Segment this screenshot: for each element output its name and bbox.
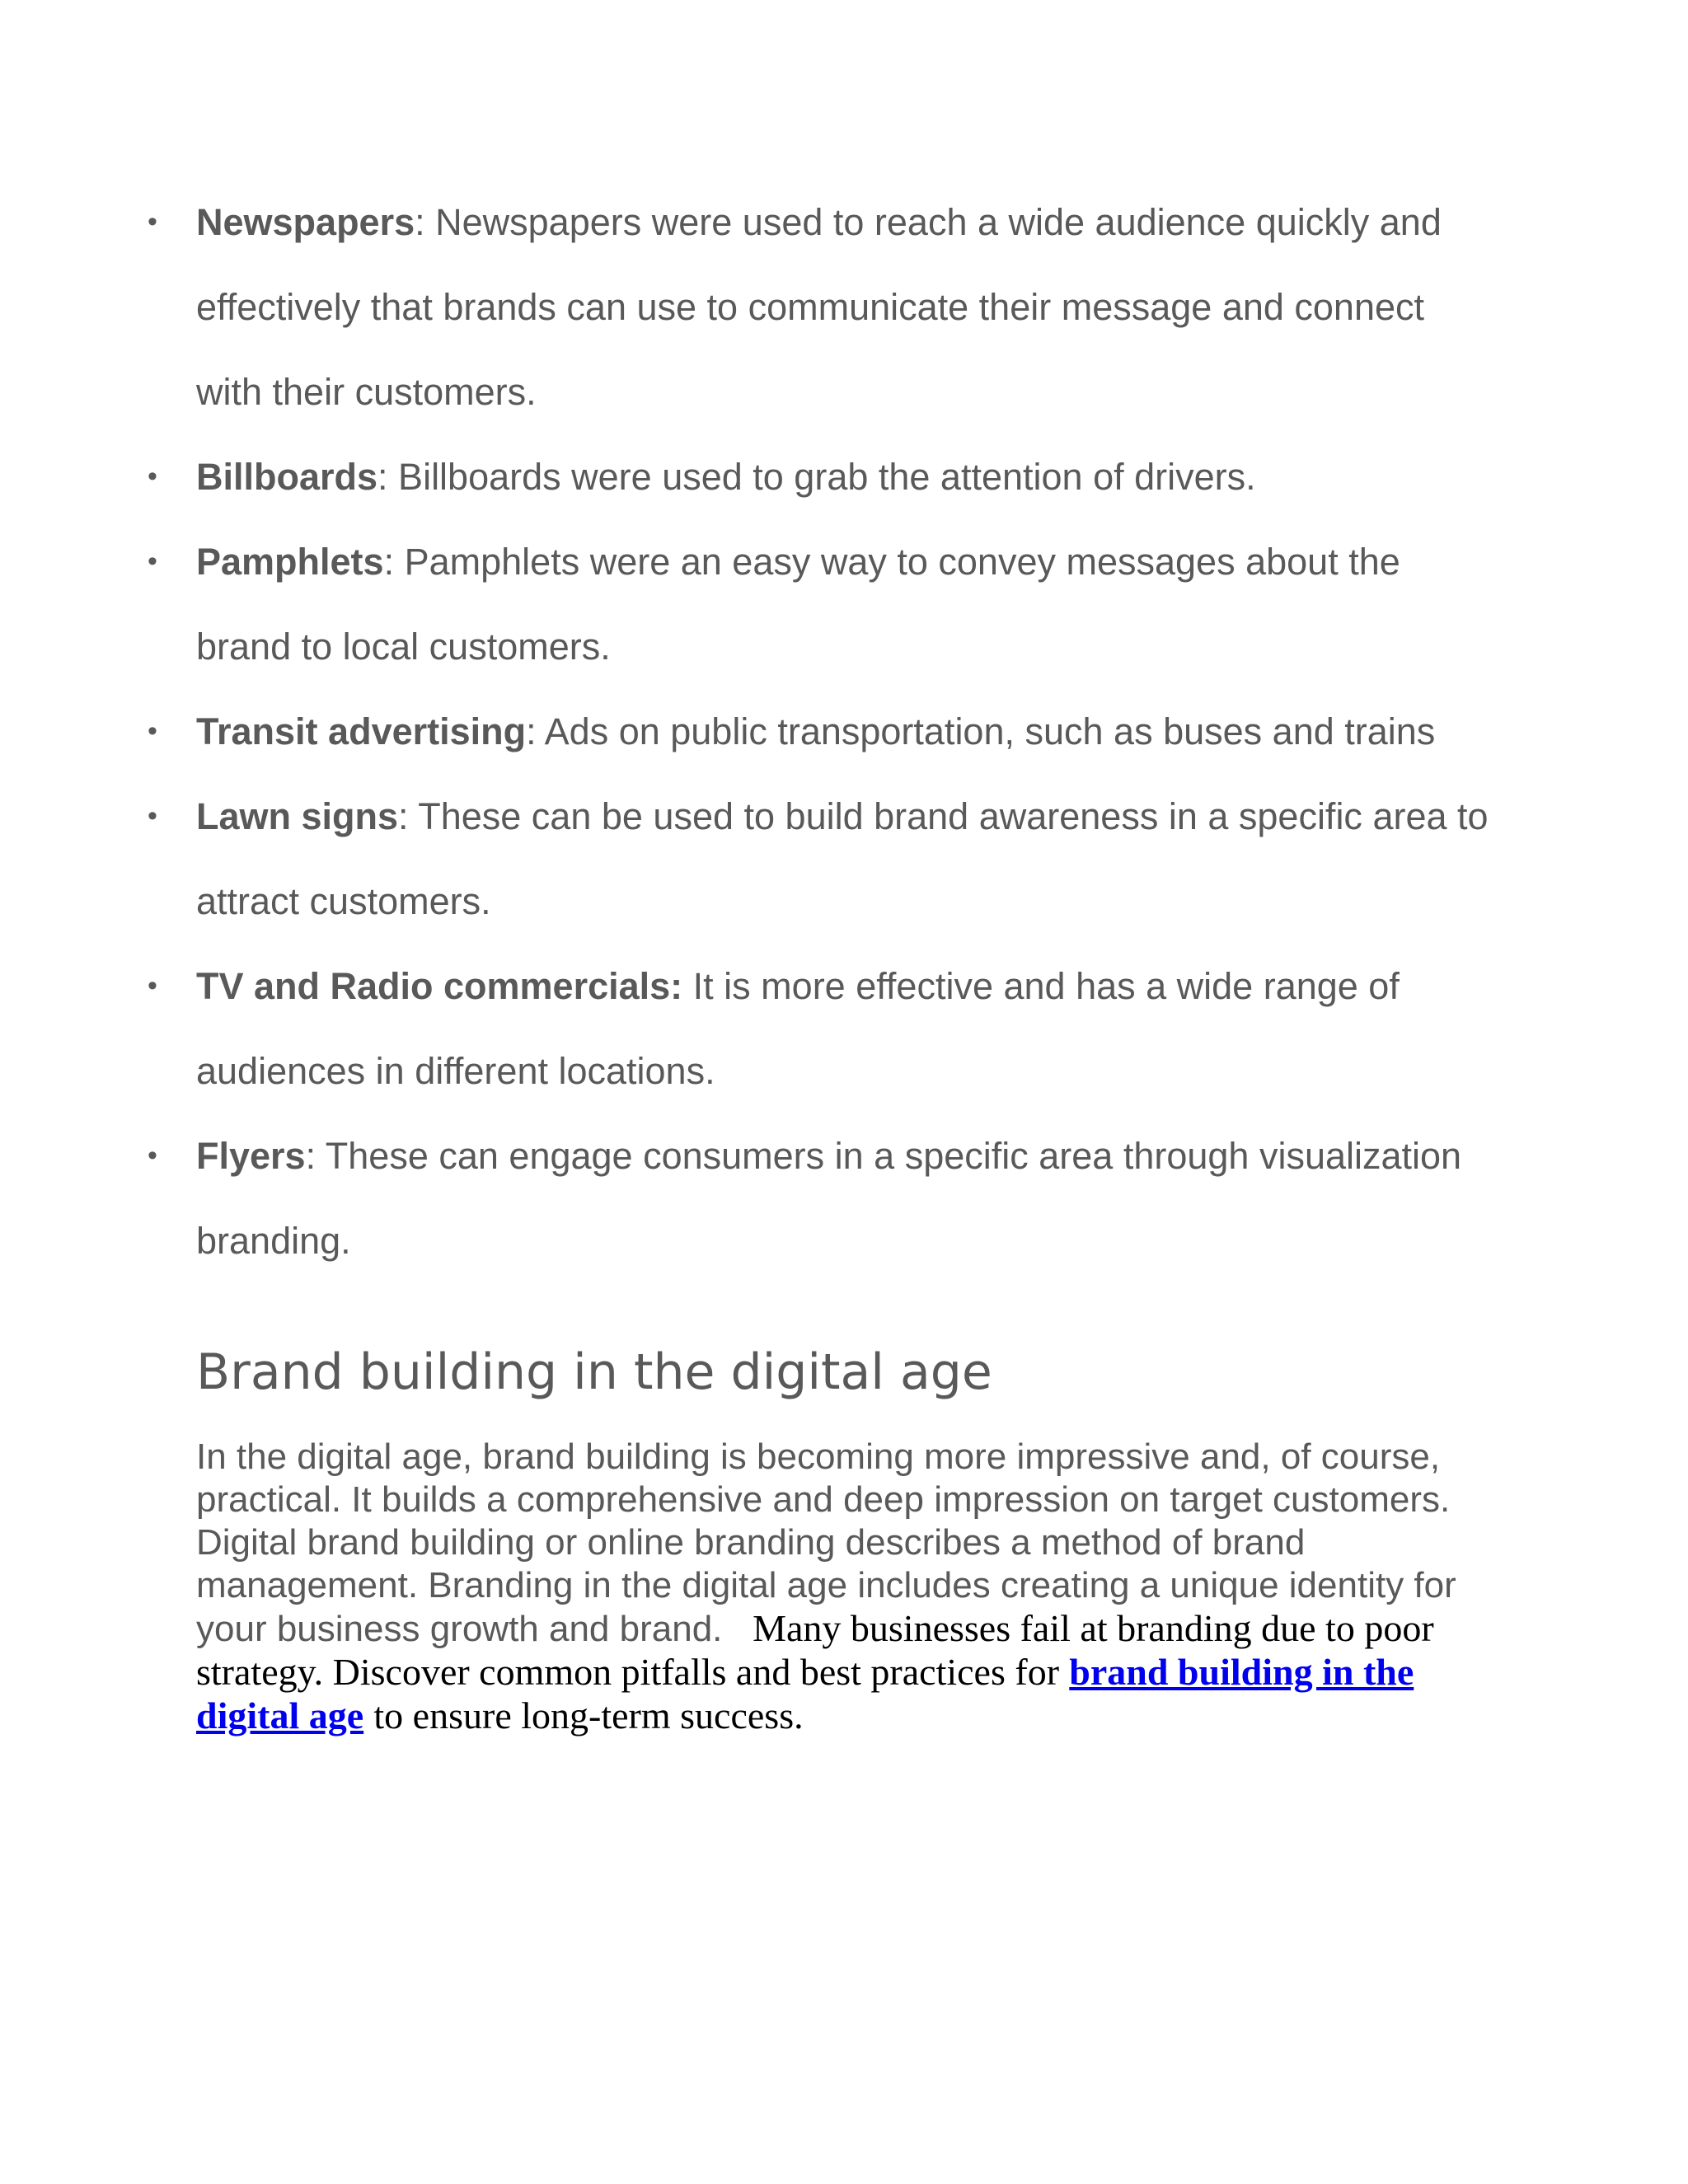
list-item-transit-advertising xyxy=(148,689,1498,774)
bullet-text: : Ads on public transportation, such as buses and trains xyxy=(526,710,1436,752)
list-item-newspapers xyxy=(148,180,1498,434)
paragraph-intro: In the digital age, brand building is becoming more impressive and, of course, practical. It builds a comprehensive and deep impression on target customers. Digital brand building or online branding describes a method of brand management. Branding in the digital age includes creating a unique identity for your business growth and brand. xyxy=(196,1436,1456,1649)
brand-building-link[interactable]: brand building in the digital age xyxy=(196,1651,1414,1736)
bullet-text: : These can engage consumers in a specific area through visualization branding. xyxy=(196,1135,1462,1262)
bullet-icon: • xyxy=(148,800,157,832)
paragraph-serif: Many businesses fail at branding due to poor strategy. Discover common pitfalls and best practices for xyxy=(196,1607,1434,1693)
media-bullet-list xyxy=(148,180,1498,1283)
bullet-icon: • xyxy=(148,715,157,747)
bullet-icon: • xyxy=(148,546,157,577)
bullet-icon: • xyxy=(148,461,157,492)
list-item-tv-radio xyxy=(148,944,1498,1113)
bullet-term: Transit advertising xyxy=(196,710,527,752)
bullet-text: : These can be used to build brand awareness in a specific area to attract customers. xyxy=(196,795,1489,922)
list-item-lawn-signs xyxy=(148,774,1498,944)
bullet-term: Lawn signs xyxy=(196,795,399,837)
bullet-term: Flyers xyxy=(196,1135,306,1177)
list-item-billboards xyxy=(148,434,1498,519)
bullet-term: Pamphlets xyxy=(196,541,384,583)
bullet-icon: • xyxy=(148,206,157,237)
bullet-icon: • xyxy=(148,1140,157,1171)
bullet-text: : Pamphlets were an easy way to convey messages about the brand to local customers. xyxy=(196,541,1400,668)
bullet-text: : Billboards were used to grab the attention of drivers. xyxy=(377,456,1256,498)
list-item-flyers xyxy=(148,1113,1498,1283)
section-heading: Brand building in the digital age xyxy=(196,1343,992,1401)
bullet-term: Newspapers xyxy=(196,201,415,243)
list-item-pamphlets xyxy=(148,519,1498,689)
paragraph-end: to ensure long-term success. xyxy=(373,1694,804,1736)
bullet-text: : Newspapers were used to reach a wide audience quickly and effectively that brands can use to communicate their message and connect with their customers. xyxy=(196,201,1442,413)
bullet-term: Billboards xyxy=(196,456,378,498)
bullet-text: It is more effective and has a wide range of audiences in different locations. xyxy=(196,965,1400,1092)
bullet-icon: • xyxy=(148,970,157,1001)
bullet-term: TV and Radio commercials: xyxy=(196,965,683,1007)
section-paragraph xyxy=(196,1436,1507,1738)
